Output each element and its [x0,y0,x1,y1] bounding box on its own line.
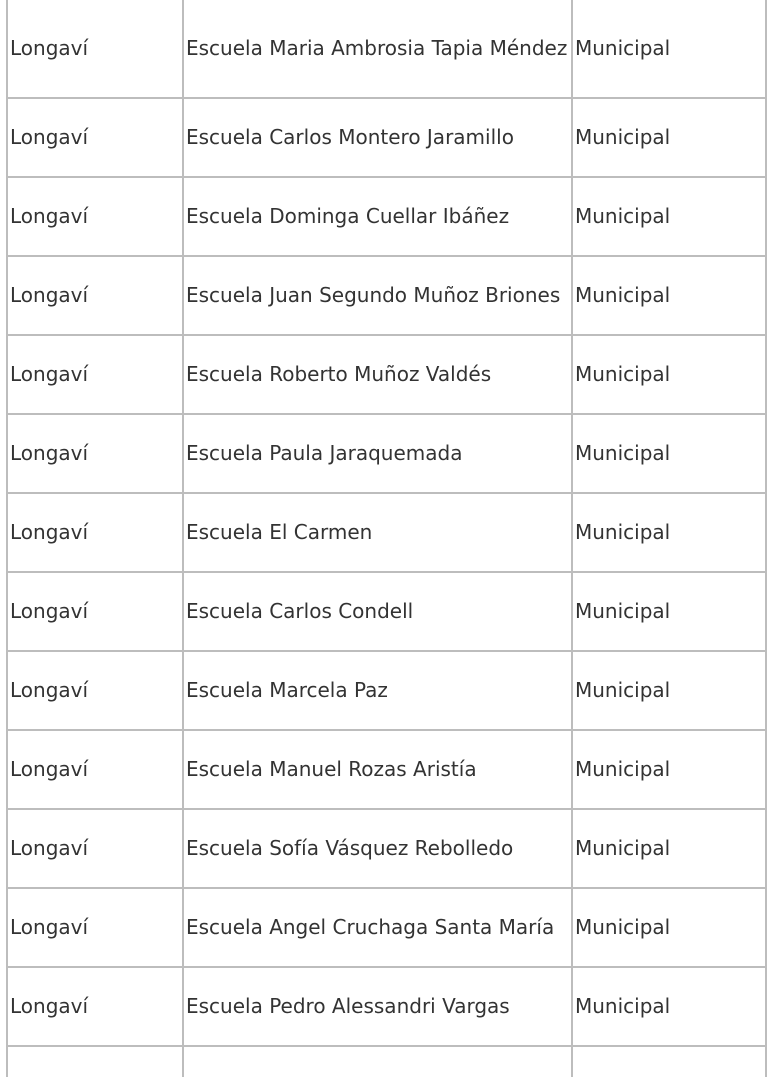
table-row [7,967,766,1046]
commune-cell: Longaví [7,809,183,888]
school-name-cell: Escuela Dominga Cuellar Ibáñez [183,177,572,256]
table-row [7,572,766,651]
dependency-cell: Municipal [572,335,766,414]
dependency-cell: Municipal [572,0,766,98]
school-name-cell: Escuela Manuel Rozas Aristía [183,730,572,809]
school-name-cell: Escuela Angel Cruchaga Santa María [183,888,572,967]
commune-cell: Longaví [7,572,183,651]
school-name-cell: Escuela Maria Ambrosia Tapia Méndez [183,0,572,98]
school-name-cell: Escuela El Carmen [183,493,572,572]
commune-cell: Longaví [7,414,183,493]
dependency-cell: Municipal [572,967,766,1046]
table-row [7,809,766,888]
commune-cell: Longaví [7,967,183,1046]
table-row [7,493,766,572]
commune-cell: Longaví [7,493,183,572]
commune-cell: Longaví [7,0,183,98]
dependency-cell: Municipal [572,177,766,256]
table-row [7,888,766,967]
dependency-cell: Municipal [572,730,766,809]
table-row [7,414,766,493]
school-name-cell [183,1046,572,1077]
table-row [7,256,766,335]
school-name-cell: Escuela Carlos Montero Jaramillo [183,98,572,177]
school-name-cell: Escuela Marcela Paz [183,651,572,730]
commune-cell: Longaví [7,335,183,414]
school-name-cell: Escuela Pedro Alessandri Vargas [183,967,572,1046]
school-name-cell: Escuela Roberto Muñoz Valdés [183,335,572,414]
schools-table [6,0,767,1077]
dependency-cell: Municipal [572,98,766,177]
table-row [7,730,766,809]
commune-cell: Longaví [7,888,183,967]
commune-cell: Longaví [7,256,183,335]
table-row [7,0,766,98]
dependency-cell: Municipal [572,809,766,888]
dependency-cell: Municipal [572,493,766,572]
commune-cell [7,1046,183,1077]
dependency-cell: Municipal [572,572,766,651]
dependency-cell: Municipal [572,414,766,493]
school-name-cell: Escuela Carlos Condell [183,572,572,651]
table-row [7,98,766,177]
dependency-cell: Municipal [572,256,766,335]
table-row [7,1046,766,1077]
dependency-cell: Municipal [572,888,766,967]
commune-cell: Longaví [7,98,183,177]
dependency-cell: Municipal [572,651,766,730]
commune-cell: Longaví [7,730,183,809]
table-row [7,335,766,414]
table-row [7,177,766,256]
table-row [7,651,766,730]
commune-cell: Longaví [7,177,183,256]
commune-cell: Longaví [7,651,183,730]
school-name-cell: Escuela Paula Jaraquemada [183,414,572,493]
dependency-cell [572,1046,766,1077]
school-name-cell: Escuela Sofía Vásquez Rebolledo [183,809,572,888]
school-name-cell: Escuela Juan Segundo Muñoz Briones [183,256,572,335]
